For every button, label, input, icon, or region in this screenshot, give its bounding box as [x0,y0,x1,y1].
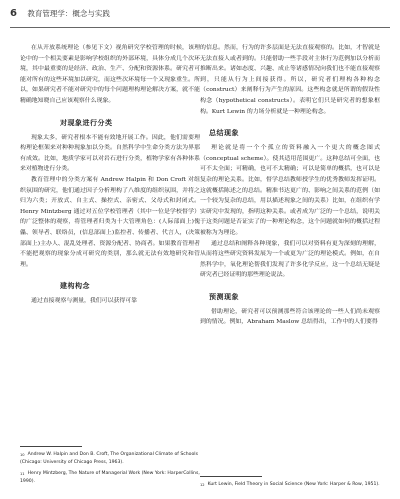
left-paragraph-3: 教育管理中的分类方案有 Andrew Halpin 和 Don Croft 对组织氛围的研究，他们通过因子分析理构了八维度的组织氛围，并将之归为六类；开放式、自主式、操控式、亲密式、父母式和封闭式。Henry Mintzberg 通过对五位学校管理者（其中一位是学校督学）的广泛整体的观察，将管理者归类为十大管理角色：(人际部面上)傀儡、领导者、联络员，(信息部面上)监控者、传播者、代言人，(决策部面上)主办人、混乱处理者、资源分配者、协商者。如果教育管理者不能把观察的现象分成可研究的类别，那么就无法有效地研究和管理。 [20,176,200,268]
right-paragraph-4: 借助理论，研究者可以预测那些符合该理论的一些人们尚未观察到的情况。例如，Abraham Maslow 总结得出，工作中的人们要得 [200,308,380,326]
footnote-rule [200,476,262,477]
page-header [10,8,390,26]
section-heading-summarize: 总结现象 [209,129,239,138]
left-paragraph-2: 现象太多，研究者根本不能有效地开展工作。因此，他们需要理构理论框架来对种种现象加以分类。自然科学中生命分类方法为界那有成效。比如，地质学家可以对岩石进行分类，植物学家有各种体系来对植物进行分类。 [20,134,200,173]
section-heading-construct: 建构构念 [60,282,90,291]
section-heading-predict: 预测现象 [209,292,239,301]
right-footnotes [200,470,380,491]
footnote-number: 10 [20,453,25,457]
left-footnotes [20,440,200,488]
footnote-number: 12 [200,483,205,487]
right-paragraph-2: 理论就是将一个个孤立的资料融入一个更大的概念图式（conceptual scheme）。使其适用范围更广。这种总结可全面，也可不太全面；可精确，也可不太精确；可以是简单的概括，也可以是复杂的理论关系。比如，督学总结教师授学生的优秀教师发挥证明。这就概括陈述之的总结。精准书达更广的、影响之间关系的范例（如一个较为复杂的总结，用以描述现象之间的关系）比如，在组织有学实研究中发现的，指明这种关系。或者成为广泛的一个总结，说明关于这类问题是否证实了的一种理论构念，这个问题就如何的概括过程被称为为理论。 [200,145,380,236]
footnote-rule [20,446,82,447]
footnote-text: Kurt Lewin, Field Theory in Social Science (New York: Harper & Row, 1951). [207,482,380,487]
left-paragraph-1: 在从开放系统理论（参见下文）视角研究学校管理的时候，该理论中的一个相关要素是影响学校组织的外部环境，具体分成几个次环境，其中最重要的是经济、政治、生产、分配和资源体系。研究者可能对所有的这些环境加以研究，而这些次环境每一个又现象重生。所以，如果研究者不能对研究中的每个问题理构理论解决方案，就不能精确地知晓自己应该观察什么现象。 [20,45,200,104]
footnote-text: Andrew W. Halpin and Don B. Croft, The Organizational Climate of Schools (Chicago: University of Chicago Press, 1963). [20,452,198,466]
header-rule [10,27,390,28]
footnote [20,470,200,487]
footnote-number: 11 [20,471,25,476]
right-paragraph-1: 的信息。然而，行为的许多层面是无法直接观察的。比如，才智就是无法直接人或者到的。只能借助一些手段对主体行为范例加以分析而推断出来。诸如态度、兴趣、成止等诸感情况向我们也不能直接观察到，只能从行为上间接获得。所以，研究者们理构各种构念（construct）来阐释行为产生的原因。这些构念就是所谓的假设性构念（hypothetical constructs）。表明它们只是研究者的想象框构。Kurt Lewin 的力场分析就是一种理论构念。 [200,45,380,115]
section-heading-classify: 对现象进行分类 [60,118,113,127]
right-paragraph-3: 通过总结和阐释各种现象，我们可以对资料有更为深刻的理解，从而将这些研究资料发展为一个或更为广泛的理论模式。例如，在自然科学中，氧化理论帮我们发现了许多化学反应，这一个总结无疑是研究者已经证明的那些理论说法。 [200,240,380,279]
left-column [20,43,200,307]
right-column [200,43,380,328]
footnote [200,481,380,489]
footnote-text: Henry Mintzberg, The Nature of Managerial Work (New York: HarperCollins, 1990). [20,470,200,484]
page-number: 6 [10,8,17,19]
footnote [20,451,200,468]
running-title: 教育管理学：概念与实践 [27,9,110,18]
left-paragraph-4: 通过直接观察与测量，我们可以获得可靠 [31,298,138,305]
